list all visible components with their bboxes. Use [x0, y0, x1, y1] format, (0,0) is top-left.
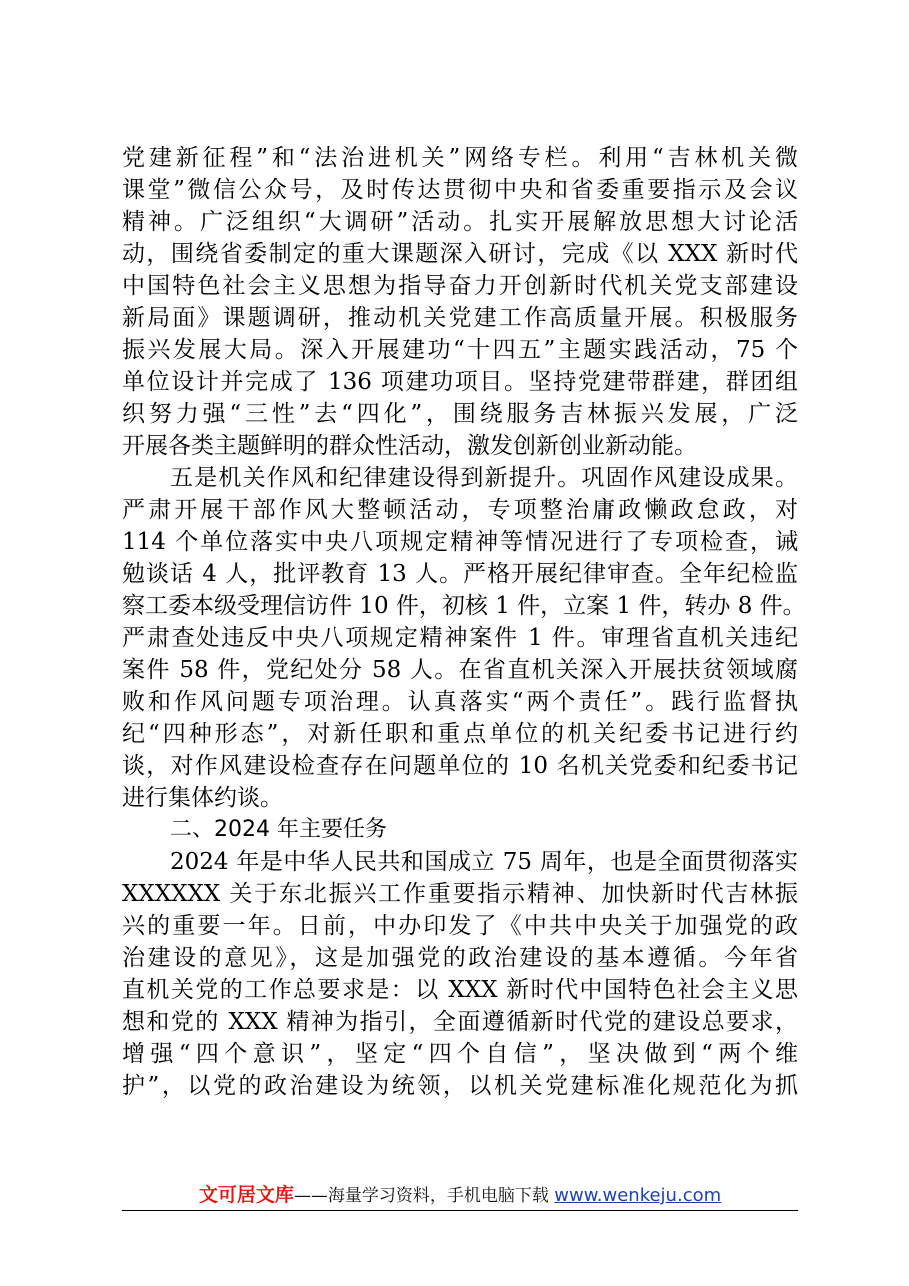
- paragraph-line: 进行集体约谈。: [122, 785, 283, 811]
- paragraph-line: 2024 年是中华人民共和国成立 75 周年，也是全面贯彻落实: [170, 849, 798, 875]
- footer-brand: 文可居文库: [198, 1184, 294, 1206]
- paragraph-line: 护”，以党的政治建设为统领，以机关党建标准化规范化为抓: [122, 1073, 798, 1099]
- paragraph-line: 纪“四种形态”，对新任职和重点单位的机关纪委书记进行约: [122, 721, 798, 747]
- paragraph-line: 严肃查处违反中央八项规定精神案件 1 件。审理省直机关违纪: [122, 625, 798, 651]
- paragraph-line: 直机关党的工作总要求是：以 XXX 新时代中国特色社会主义思: [122, 977, 798, 1003]
- paragraph-line: 五是机关作风和纪律建设得到新提升。巩固作风建设成果。: [170, 465, 798, 491]
- paragraph-line: 谈，对作风建设检查存在问题单位的 10 名机关党委和纪委书记: [122, 753, 798, 779]
- section-heading: 二、2024 年主要任务: [170, 817, 387, 842]
- paragraph-line: 开展各类主题鲜明的群众性活动，激发创新创业新动能。: [122, 433, 697, 459]
- paragraph-line: 中国特色社会主义思想为指导奋力开创新时代机关党支部建设: [122, 273, 798, 299]
- paragraph-line: 勉谈话 4 人，批评教育 13 人。严格开展纪律审查。全年纪检监: [122, 561, 798, 587]
- paragraph-line: 新局面》课题调研，推动机关党建工作高质量开展。积极服务: [122, 305, 798, 331]
- paragraph-line: 动，围绕省委制定的重大课题深入研讨，完成《以 XXX 新时代: [122, 241, 798, 267]
- paragraph-line: 想和党的 XXX 精神为指引，全面遵循新时代党的建设总要求，: [122, 1009, 798, 1035]
- paragraph-line: 课堂”微信公众号，及时传达贯彻中央和省委重要指示及会议: [122, 177, 798, 203]
- paragraph-line: 败和作风问题专项治理。认真落实“两个责任”。践行监督执: [122, 689, 798, 715]
- paragraph-line: 案件 58 件，党纪处分 58 人。在省直机关深入开展扶贫领域腐: [122, 657, 798, 683]
- paragraph-line: 单位设计并完成了 136 项建功项目。坚持党建带群建，群团组: [122, 369, 798, 395]
- paragraph-line: 精神。广泛组织“大调研”活动。扎实开展解放思想大讨论活: [122, 209, 798, 235]
- footer-banner: [122, 1180, 798, 1210]
- paragraph-line: 兴的重要一年。日前，中办印发了《中共中央关于加强党的政: [122, 913, 798, 939]
- paragraph-line: 察工委本级受理信访件 10 件，初核 1 件，立案 1 件，转办 8 件。: [122, 593, 806, 619]
- paragraph-line: 增强“四个意识”，坚定“四个自信”，坚决做到“两个维: [122, 1041, 798, 1067]
- footer-slogan: ——海量学习资料，手机电脑下载: [293, 1186, 555, 1206]
- paragraph-line: 治建设的意见》，这是加强党的政治建设的基本遵循。今年省: [122, 945, 798, 971]
- footer-link[interactable]: www.wenkeju.com: [554, 1185, 722, 1206]
- paragraph-line: 织努力强“三性”去“四化”，围绕服务吉林振兴发展，广泛: [122, 401, 798, 427]
- paragraph-line: XXXXXX 关于东北振兴工作重要指示精神、加快新时代吉林振: [122, 881, 798, 907]
- paragraph-line: 振兴发展大局。深入开展建功“十四五”主题实践活动，75 个: [122, 337, 798, 363]
- paragraph-line: 严肃开展干部作风大整顿活动，专项整治庸政懒政怠政，对: [122, 497, 798, 523]
- footer-divider: [122, 1210, 798, 1211]
- paragraph-line: 114 个单位落实中央八项规定精神等情况进行了专项检查，诫: [122, 529, 798, 555]
- paragraph-line: 党建新征程”和“法治进机关”网络专栏。利用“吉林机关微: [122, 145, 798, 171]
